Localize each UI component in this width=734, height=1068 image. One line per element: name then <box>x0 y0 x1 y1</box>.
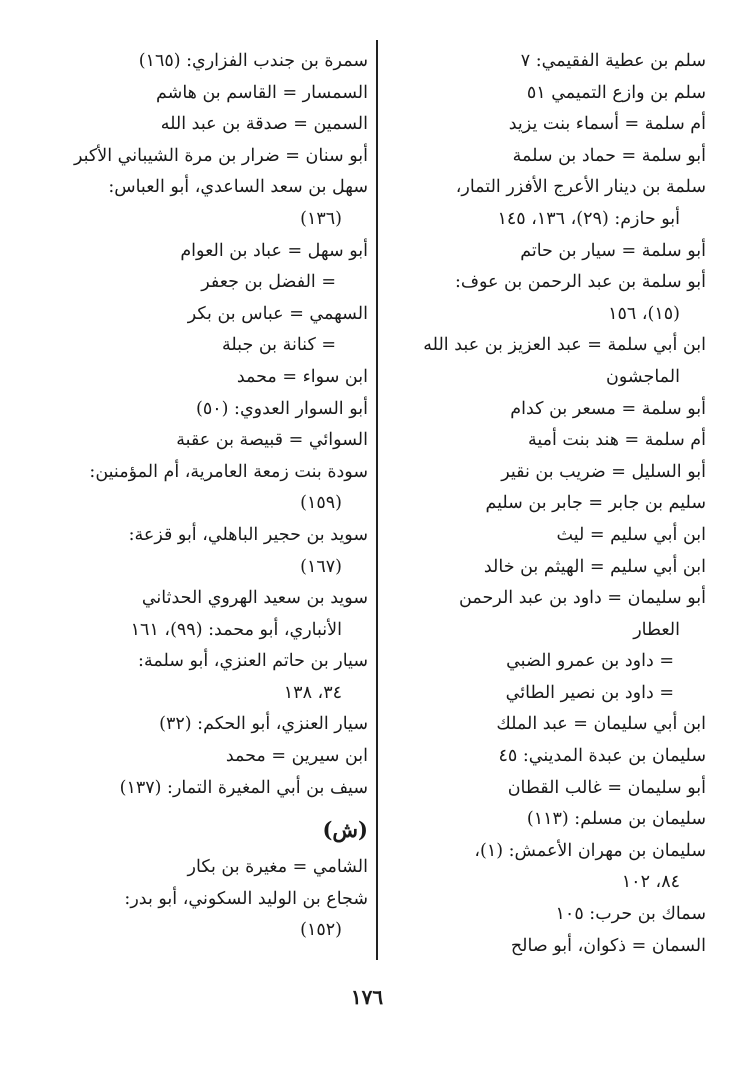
index-entry: السهمي = عباس بن بكر <box>187 303 368 324</box>
index-entry: ابن أبي سليم = الهيثم بن خالد <box>483 556 706 577</box>
index-entry: سودة بنت زمعة العامرية، أم المؤمنين: <box>89 461 368 482</box>
left-column <box>74 46 368 947</box>
index-entry: سهل بن سعد الساعدي، أبو العباس: <box>108 177 368 198</box>
index-entry: أم سلمة = هند بنت أمية <box>527 430 706 451</box>
right-column <box>386 46 706 962</box>
index-entry: ٣٤، ١٣٨ <box>283 682 342 703</box>
index-entry: سليمان بن مسلم: (١١٣) <box>526 809 706 830</box>
index-entry: السوائي = قبيصة بن عقبة <box>176 430 368 451</box>
index-entry: (١٥٩) <box>300 493 342 514</box>
index-entry: أبو السليل = ضريب بن نقير <box>501 461 706 482</box>
index-entry: ابن أبي سلمة = عبد العزيز بن عبد الله <box>423 335 706 356</box>
index-entry: أبو سهل = عباد بن العوام <box>180 240 368 261</box>
index-entry: (١٦٧) <box>300 556 342 577</box>
index-entry: أم سلمة = أسماء بنت يزيد <box>508 114 706 135</box>
index-entry: سليمان بن عبدة المديني: ٤٥ <box>498 746 706 767</box>
index-entry: أبو سلمة = سيار بن حاتم <box>520 240 706 261</box>
index-entry: أبو حازم: (٢٩)، ١٣٦، ١٤٥ <box>497 208 680 229</box>
index-entry: سمرة بن جندب الفزاري: (١٦٥) <box>138 51 368 71</box>
index-entry: أبو السوار العدوي: (٥٠) <box>196 398 368 419</box>
index-entry: = كنانة بن جبلة <box>221 335 336 356</box>
index-entry: (١٣٦) <box>300 208 342 229</box>
index-entry: سليمان بن مهران الأعمش: (١)، <box>474 840 706 861</box>
index-entry: سماك بن حرب: ١٠٥ <box>555 904 706 925</box>
index-entry: سلم بن عطية الفقيمي: ٧ <box>520 51 706 71</box>
index-entry: شجاع بن الوليد السكوني، أبو بدر: <box>124 888 368 909</box>
index-entry: ابن سيرين = محمد <box>225 746 368 767</box>
index-entry: السمين = صدقة بن عبد الله <box>160 114 368 135</box>
index-entry: الشامي = مغيرة بن بكار <box>187 857 368 878</box>
index-entry: العطار <box>633 619 680 640</box>
index-entry: = داود بن نصير الطائي <box>505 682 674 703</box>
index-entry: سلم بن وازع التميمي ٥١ <box>526 82 706 103</box>
index-entry: ابن أبي سليم = ليث <box>556 524 706 545</box>
index-entry: سويد بن حجير الباهلي، أبو قزعة: <box>128 524 368 545</box>
index-entry: السمان = ذكوان، أبو صالح <box>510 935 706 956</box>
index-entry: أبو سلمة = مسعر بن كدام <box>510 398 706 419</box>
column-divider <box>376 40 378 960</box>
index-entry: = الفضل بن جعفر <box>201 272 336 293</box>
index-entry: سيار بن حاتم العنزي، أبو سلمة: <box>138 651 368 672</box>
index-entry: (١٥)، ١٥٦ <box>608 303 680 324</box>
page-number: ١٧٦ <box>350 985 384 1009</box>
index-entry: سويد بن سعيد الهروي الحدثاني <box>141 588 368 609</box>
index-entry: أبو سنان = ضرار بن مرة الشيباني الأكبر <box>74 145 368 166</box>
index-entry: الماجشون <box>606 366 680 387</box>
index-entry: ابن أبي سليمان = عبد الملك <box>496 714 706 735</box>
index-entry: السمسار = القاسم بن هاشم <box>156 82 368 103</box>
index-entry: أبو سليمان = غالب القطان <box>507 777 706 798</box>
index-entry: أبو سلمة بن عبد الرحمن بن عوف: <box>454 272 706 293</box>
index-entry: سيف بن أبي المغيرة التمار: (١٣٧) <box>119 777 368 798</box>
index-entry: سلمة بن دينار الأعرج الأفزر التمار، <box>455 177 706 198</box>
section-heading: (ش) <box>322 817 368 843</box>
index-entry: ٨٤، ١٠٢ <box>621 872 680 893</box>
index-entry: أبو سلمة = حماد بن سلمة <box>512 145 706 166</box>
index-entry: ابن سواء = محمد <box>236 366 368 387</box>
index-entry: = داود بن عمرو الضبي <box>506 651 674 672</box>
index-entry: الأنباري، أبو محمد: (٩٩)، ١٦١ <box>130 619 342 640</box>
index-entry: سيار العنزي، أبو الحكم: (٣٢) <box>159 714 368 735</box>
index-entry: (١٥٢) <box>300 920 342 941</box>
index-entry: أبو سليمان = داود بن عبد الرحمن <box>459 588 706 609</box>
index-entry: سليم بن جابر = جابر بن سليم <box>485 493 706 514</box>
